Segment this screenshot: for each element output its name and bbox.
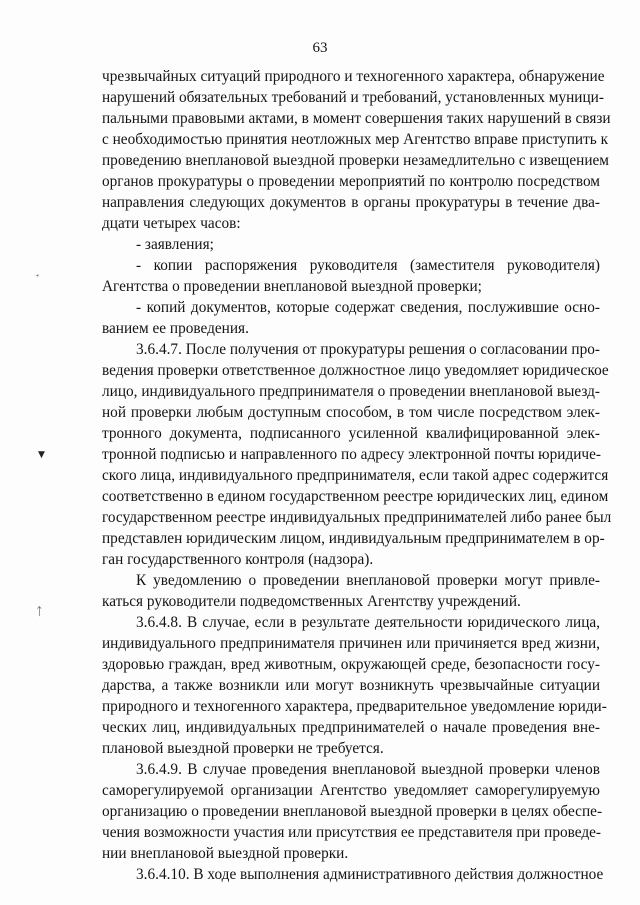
text-line: тронной подписью и направленного по адресу электронной почты юридиче- <box>102 446 601 463</box>
scan-mark: ▼ <box>38 450 45 460</box>
page-number: 63 <box>312 40 328 56</box>
text-line: - копий документов, которые содержат сведения, послужившие осно- <box>136 299 600 316</box>
text-line: индивидуального предпринимателя причинен или причиняется вред жизни, <box>102 635 600 652</box>
text-line: природного и техногенного характера, предварительное уведомление юриди- <box>102 698 607 715</box>
text-line: ведения проверки ответственное должностное лицо уведомляет юридическое <box>102 362 609 379</box>
text-line: с необходимостью принятия неотложных мер Агентство вправе приступить к <box>102 131 608 148</box>
text-line: - заявления; <box>136 236 214 253</box>
text-line: лицо, индивидуального предпринимателя о проведении внеплановой выезд- <box>102 383 600 400</box>
text-line: ческих лиц, индивидуальных предпринимателей о начале проведения вне- <box>102 719 600 736</box>
text-line: нарушений обязательных требований и требований, установленных муници- <box>102 89 604 106</box>
text-line: проведению внеплановой выездной проверки незамедлительно с извещением <box>102 152 609 169</box>
text-line: саморегулируемой организации Агентство уведомляет саморегулируемую <box>102 782 600 799</box>
text-line: ган государственного контроля (надзора). <box>102 551 374 568</box>
scan-mark: ᛏ <box>36 605 43 618</box>
text-line: каться руководители подведомственных Агентству учреждений. <box>102 593 521 610</box>
text-line: соответственно в едином государственном реестре юридических лиц, едином <box>102 488 609 505</box>
text-line: - копии распоряжения руководителя (заместителя руководителя) <box>136 257 600 274</box>
text-line: К уведомлению о проведении внеплановой проверки могут привле- <box>136 572 600 589</box>
text-line: чения возможности участия или присутствия ее представителя при проведе- <box>102 824 602 841</box>
text-line: 3.6.4.10. В ходе выполнения административного действия должностное <box>136 866 604 883</box>
scan-mark: ˯ <box>29 263 41 279</box>
text-line: Агентства о проведении внеплановой выездной проверки; <box>102 278 482 295</box>
text-line: здоровью граждан, вред животным, окружающей среде, безопасности госу- <box>102 656 600 673</box>
text-line: тронного документа, подписанного усиленной квалифицированной элек- <box>102 425 600 442</box>
text-line: нии внеплановой выездной проверки. <box>102 845 349 862</box>
text-line: ной проверки любым доступным способом, в том числе посредством элек- <box>102 404 600 421</box>
text-line: ванием ее проведения. <box>102 320 249 337</box>
text-line: плановой выездной проверки не требуется. <box>102 740 384 757</box>
text-line: организацию о проведении внеплановой выездной проверки в целях обеспе- <box>102 803 603 820</box>
text-line: направления следующих документов в органы прокуратуры в течение два- <box>102 194 600 211</box>
text-line: пальными правовыми актами, в момент совершения таких нарушений в связи <box>102 110 611 127</box>
text-line: государственном реестре индивидуальных предпринимателей либо ранее был <box>102 509 612 526</box>
text-line: дцати четырех часов: <box>102 215 241 232</box>
text-line: 3.6.4.8. В случае, если в результате деятельности юридического лица, <box>136 614 600 631</box>
text-line: органов прокуратуры о проведении мероприятий по контролю посредством <box>102 173 600 190</box>
text-line: ского лица, индивидуального предпринимателя, если такой адрес содержится <box>102 467 609 484</box>
text-line: 3.6.4.7. После получения от прокуратуры решения о согласовании про- <box>136 341 600 358</box>
text-line: представлен юридическим лицом, индивидуальным предпринимателем в ор- <box>102 530 605 547</box>
text-line: 3.6.4.9. В случае проведения внеплановой выездной проверки членов <box>136 761 600 778</box>
text-line: дарства, а также возникли или могут возникнуть чрезвычайные ситуации <box>102 677 600 694</box>
text-line: чрезвычайных ситуаций природного и техногенного характера, обнаружение <box>102 68 605 85</box>
